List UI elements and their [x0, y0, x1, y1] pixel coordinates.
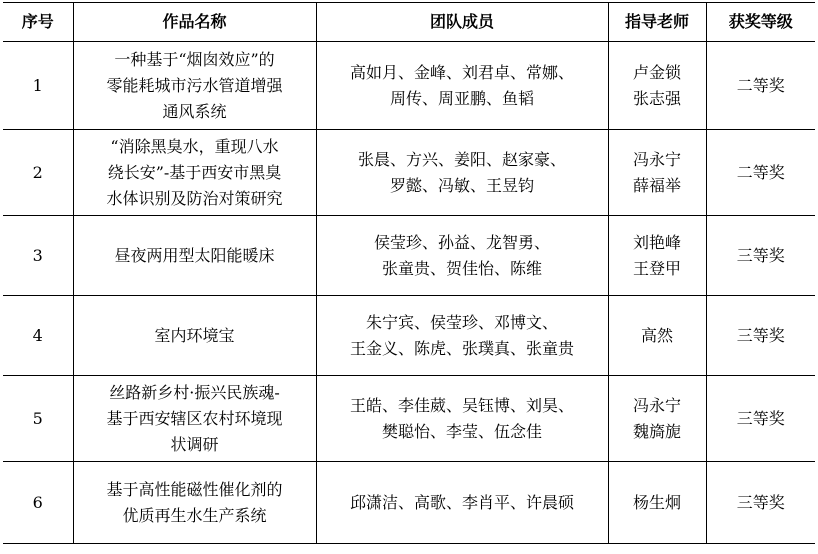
table-row: [3, 462, 815, 544]
table-row: [3, 296, 815, 376]
team-members: 王皓、李佳葳、吴钰博、刘昊、 樊聪怡、李莹、伍念佳: [316, 376, 608, 462]
header-row: [3, 3, 815, 42]
project-title: 基于高性能磁性催化剂的 优质再生水生产系统: [73, 462, 316, 544]
award-level: 三等奖: [706, 376, 815, 462]
advisors: 冯永宁 薛福举: [608, 130, 706, 216]
team-members: 邱潇洁、高歌、李肖平、许晨硕: [316, 462, 608, 544]
project-title: 丝路新乡村·振兴民族魂- 基于西安辖区农村环境现 状调研: [73, 376, 316, 462]
advisors: 卢金锁 张志强: [608, 42, 706, 130]
team-members: 高如月、金峰、刘君卓、常娜、 周传、周亚鹏、鱼韬: [316, 42, 608, 130]
row-index: 1: [3, 42, 73, 130]
award-level: 二等奖: [706, 42, 815, 130]
awards-table: [3, 2, 815, 544]
project-title: “消除黑臭水，重现八水 绕长安”-基于西安市黑臭 水体识别及防治对策研究: [73, 130, 316, 216]
advisors: 高然: [608, 296, 706, 376]
advisors: 杨生炯: [608, 462, 706, 544]
row-index: 4: [3, 296, 73, 376]
table-row: [3, 130, 815, 216]
header-members: 团队成员: [316, 3, 608, 42]
advisors: 冯永宁 魏旖旎: [608, 376, 706, 462]
header-index: 序号: [3, 3, 73, 42]
award-level: 三等奖: [706, 216, 815, 296]
table-row: [3, 216, 815, 296]
header-advisors: 指导老师: [608, 3, 706, 42]
team-members: 侯莹珍、孙益、龙智勇、 张童贵、贺佳怡、陈维: [316, 216, 608, 296]
award-level: 三等奖: [706, 462, 815, 544]
team-members: 张晨、方兴、姜阳、赵家豪、 罗懿、冯敏、王昱钧: [316, 130, 608, 216]
team-members: 朱宁宾、侯莹珍、邓博文、 王金义、陈虎、张璞真、张童贵: [316, 296, 608, 376]
project-title: 室内环境宝: [73, 296, 316, 376]
row-index: 6: [3, 462, 73, 544]
row-index: 3: [3, 216, 73, 296]
row-index: 2: [3, 130, 73, 216]
table-row: [3, 376, 815, 462]
header-title: 作品名称: [73, 3, 316, 42]
table-row: [3, 42, 815, 130]
award-level: 二等奖: [706, 130, 815, 216]
header-award: 获奖等级: [706, 3, 815, 42]
project-title: 昼夜两用型太阳能暖床: [73, 216, 316, 296]
advisors: 刘艳峰 王登甲: [608, 216, 706, 296]
row-index: 5: [3, 376, 73, 462]
project-title: 一种基于“烟囱效应”的 零能耗城市污水管道增强 通风系统: [73, 42, 316, 130]
award-level: 三等奖: [706, 296, 815, 376]
